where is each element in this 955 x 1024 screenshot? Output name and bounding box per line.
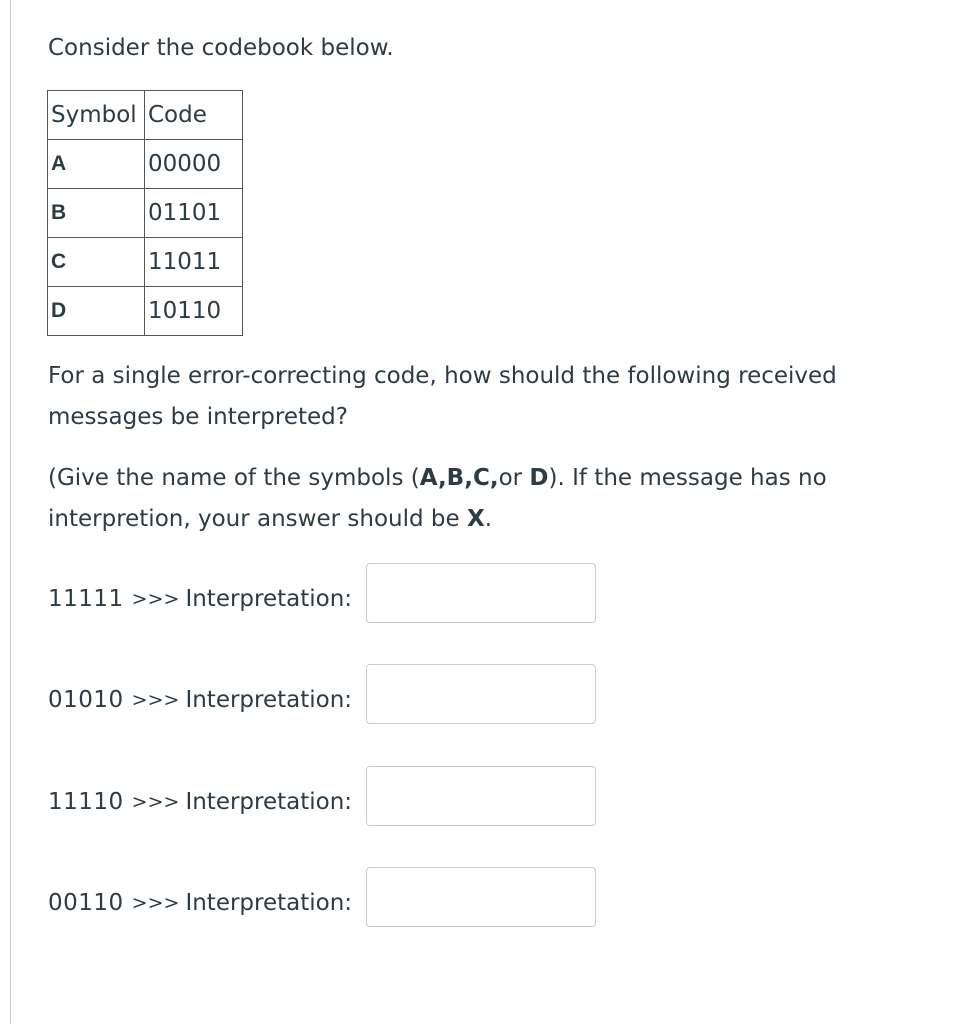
arrows: >>> [131,588,180,610]
received-message: 01010 [48,687,124,713]
question-text: For a single error-correcting code, how should the following received messages be interpreted? [48,363,837,430]
question-row [48,668,352,732]
instruction-text [48,458,868,540]
instruction-last-symbol: D [529,465,549,491]
instruction-none-symbol: X [466,506,485,532]
interpretation-label: Interpretation: [185,687,353,713]
code-cell: 10110 [145,287,243,336]
arrows: >>> [131,791,180,813]
symbol-cell: B [48,189,145,238]
table-row [48,287,243,336]
interpretation-label: Interpretation: [185,890,353,916]
header-symbol: Symbol [48,91,145,140]
code-cell: 00000 [145,140,243,189]
instruction-end: . [484,506,492,532]
received-message: 11110 [48,789,124,815]
interpretation-label: Interpretation: [185,586,353,612]
code-cell: 11011 [145,238,243,287]
codebook-table [47,90,243,336]
symbol-cell: C [48,238,145,287]
received-message: 00110 [48,890,124,916]
instruction-part1: (Give the name of the symbols ( [48,465,420,491]
interpretation-label: Interpretation: [185,789,353,815]
header-code: Code [145,91,243,140]
instruction-part2: ). If the message has no interpretion, your answer should be [48,465,827,532]
arrows: >>> [131,689,180,711]
question-row [48,871,352,935]
instruction-symbols: A,B,C, [419,465,499,491]
table-header-row [48,91,243,140]
table-row [48,140,243,189]
symbol-cell: D [48,287,145,336]
received-message: 11111 [48,586,124,612]
symbol-cell: A [48,140,145,189]
answer-input-3[interactable] [366,766,596,826]
arrows: >>> [131,892,180,914]
table-row [48,189,243,238]
answer-input-1[interactable] [366,563,596,623]
intro-text: Consider the codebook below. [48,35,394,61]
table-row [48,238,243,287]
code-cell: 01101 [145,189,243,238]
left-border [10,0,11,1024]
question-row [48,770,352,834]
answer-input-2[interactable] [366,664,596,724]
question-row [48,567,352,631]
instruction-or: or [498,465,530,491]
answer-input-4[interactable] [366,867,596,927]
